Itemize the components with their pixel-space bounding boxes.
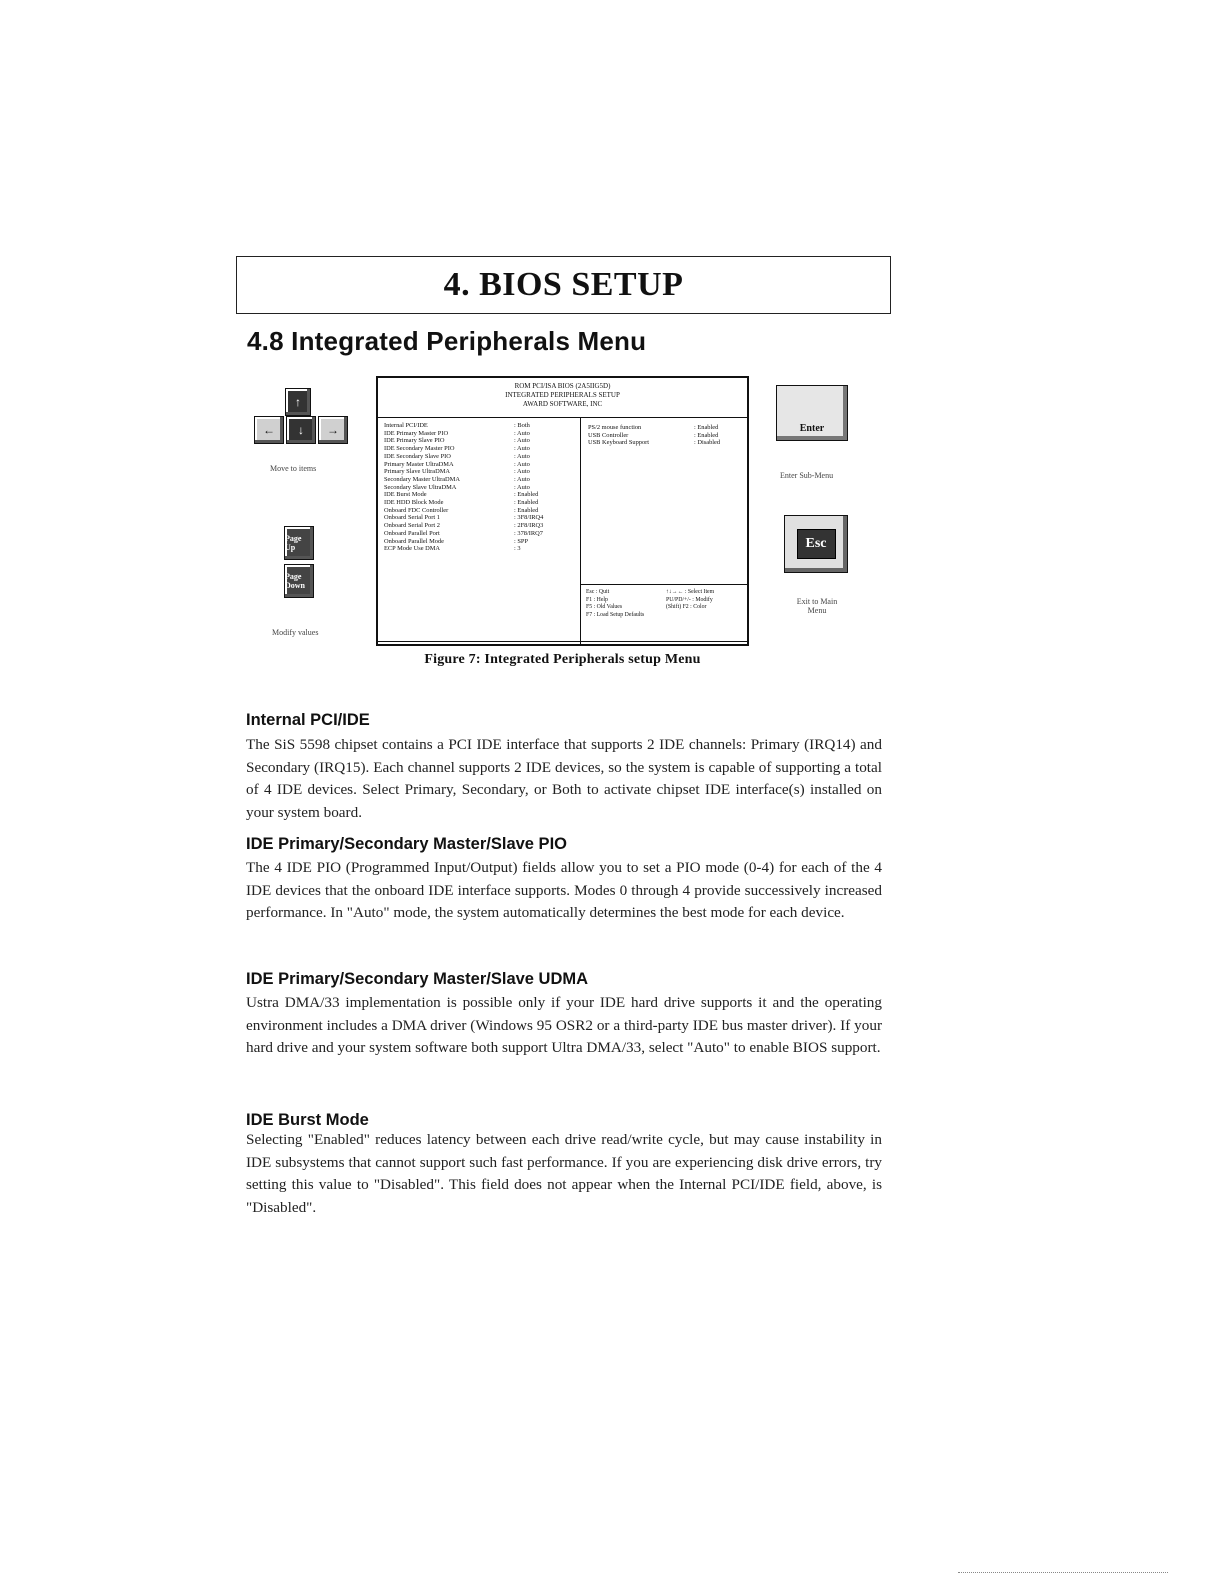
bios-row-value: : Enabled xyxy=(514,506,539,514)
bios-row-label: IDE Primary Master PIO xyxy=(384,429,449,437)
enter-key-icon: Enter xyxy=(776,385,848,441)
bios-row-label: ECP Mode Use DMA xyxy=(384,545,441,553)
help-row xyxy=(586,597,741,605)
bios-row-value: : Auto xyxy=(514,437,530,445)
bios-row-label: IDE Burst Mode xyxy=(384,491,427,499)
bios-header xyxy=(378,378,747,418)
bios-row-value: : Enabled xyxy=(694,424,719,431)
bios-row xyxy=(384,437,580,445)
bios-row-value: : Auto xyxy=(514,452,530,460)
arrow-left-key-icon: ← xyxy=(254,416,284,444)
bios-row-value: : Enabled xyxy=(514,499,539,507)
arrow-down-key-icon: ↓ xyxy=(286,416,316,444)
bios-row-value: : 3 xyxy=(514,545,521,553)
help-key: F5 : Old Values xyxy=(586,604,623,611)
action-key-legend xyxy=(770,385,870,645)
bios-row xyxy=(384,461,580,469)
bios-row xyxy=(384,507,580,515)
bios-row xyxy=(384,530,580,538)
page-up-key-icon: Page Up xyxy=(284,526,314,560)
bios-header-line: AWARD SOFTWARE, INC xyxy=(522,400,603,408)
esc-key-icon xyxy=(784,515,848,573)
bios-row-label: USB Controller xyxy=(588,431,629,439)
bios-row xyxy=(384,545,580,553)
bios-row-value: : Auto xyxy=(514,468,530,476)
section-heading: IDE Burst Mode xyxy=(246,1111,369,1129)
bios-row xyxy=(588,424,746,432)
navigation-key-legend xyxy=(254,388,354,648)
bios-bottom-rule xyxy=(378,641,747,642)
bios-row-label: USB Keyboard Support xyxy=(588,439,650,447)
help-row xyxy=(586,604,741,612)
bios-row xyxy=(384,538,580,546)
bios-row-value: : Auto xyxy=(514,483,530,491)
bios-row-value: : Auto xyxy=(514,475,530,483)
section-paragraph: Selecting "Enabled" reduces latency between each drive read/write cycle, but may cause instability in IDE subsystems that cannot support such fast performance. If you are experiencing disk drive errors, try setting this value to "Disabled". This field does not appear when the Internal PCI/IDE field, above, is "Disabled". xyxy=(246,1131,882,1216)
bios-help-legend xyxy=(580,584,747,642)
bios-row-value: : Disabled xyxy=(694,439,721,447)
bios-row-value: : 378/IRQ7 xyxy=(514,529,543,537)
bios-row xyxy=(384,522,580,530)
bios-row-label: IDE Secondary Master PIO xyxy=(384,445,455,453)
help-key: F1 : Help xyxy=(586,596,608,603)
help-key: Esc : Quit xyxy=(586,589,610,595)
esc-key-label: Esc xyxy=(797,529,836,559)
bios-row-label: Secondary Slave UltraDMA xyxy=(384,483,457,491)
bios-row xyxy=(384,514,580,522)
bios-header-line: INTEGRATED PERIPHERALS SETUP xyxy=(505,391,620,399)
section-paragraph: The 4 IDE PIO (Programmed Input/Output) fields allow you to set a PIO mode (0-4) for each of the 4 IDE devices that the onboard IDE interface supports. Modes 0 through 4 provide successively increased performance. In "Auto" mode, the system automatically determines the best mode for each device. xyxy=(246,859,882,921)
bios-row xyxy=(384,484,580,492)
bios-row-value: : 3F8/IRQ4 xyxy=(514,514,544,522)
bios-row-value: : 2F8/IRQ3 xyxy=(514,522,544,530)
section-paragraph: The SiS 5598 chipset contains a PCI IDE interface that supports 2 IDE channels: Primary (IRQ14) and Secondary (IRQ15). Each channel supports 2 IDE devices, so the system is capable of supporting a total of 4 IDE devices. Select Primary, Secondary, or Both to activate chipset IDE interface(s) installed on your system board. xyxy=(246,736,882,821)
enter-caption: Enter Sub-Menu xyxy=(780,471,834,480)
bios-row-label: IDE HDD Block Mode xyxy=(384,499,444,507)
bios-row xyxy=(384,453,580,461)
bios-row-label: Primary Slave UltraDMA xyxy=(384,468,451,476)
bios-row-value: : Auto xyxy=(514,460,530,468)
bios-row-label: Onboard Serial Port 1 xyxy=(384,514,440,522)
bios-row-value: : SPP xyxy=(514,537,529,545)
help-row xyxy=(586,612,741,620)
help-key: (Shift) F2 : Color xyxy=(666,604,707,611)
help-row xyxy=(586,589,741,597)
help-key: PU/PD/+/- : Modify xyxy=(666,596,713,603)
move-caption: Move to items xyxy=(270,464,317,473)
bios-row-label: Internal PCI/IDE xyxy=(384,422,428,429)
bios-row-label: PS/2 mouse function xyxy=(588,424,642,431)
bios-settings-list xyxy=(384,422,580,553)
bios-row-value: : Enabled xyxy=(694,431,719,439)
bios-row xyxy=(384,499,580,507)
bios-row xyxy=(588,439,746,447)
bios-row-value: : Enabled xyxy=(514,491,539,499)
section-heading: Internal PCI/IDE xyxy=(246,711,370,729)
bios-row xyxy=(384,476,580,484)
bios-row-label: Primary Master UltraDMA xyxy=(384,460,454,468)
bios-row xyxy=(588,432,746,440)
chapter-title: 4. BIOS SETUP xyxy=(443,266,684,303)
section-paragraph: Ustra DMA/33 implementation is possible only if your IDE hard drive supports it and the operating environment includes a DMA driver (Windows 95 OSR2 or a third-party IDE bus master driver). If your hard drive and your system software both support Ultra DMA/33, select "Auto" to enable BIOS support. xyxy=(246,994,882,1056)
bios-row xyxy=(384,491,580,499)
figure-caption: Figure 7: Integrated Peripherals setup Menu xyxy=(424,652,701,667)
arrow-right-key-icon: → xyxy=(318,416,348,444)
exit-caption: Exit to Main Menu xyxy=(796,597,838,615)
bios-row-label: Onboard FDC Controller xyxy=(384,506,449,514)
bios-usb-settings xyxy=(588,424,746,447)
bios-row xyxy=(384,430,580,438)
bios-row-value: : Both xyxy=(514,422,530,429)
bios-row-value: : Auto xyxy=(514,445,530,453)
section-heading: IDE Primary/Secondary Master/Slave UDMA xyxy=(246,970,589,988)
bios-row-label: IDE Secondary Slave PIO xyxy=(384,452,451,460)
bios-row-label: IDE Primary Slave PIO xyxy=(384,437,445,445)
bios-row-label: Secondary Master UltraDMA xyxy=(384,475,460,483)
section-title: 4.8 Integrated Peripherals Menu xyxy=(247,326,647,356)
bios-row-label: Onboard Parallel Port xyxy=(384,529,440,537)
modify-caption: Modify values xyxy=(272,628,319,637)
bios-row-value: : Auto xyxy=(514,429,530,437)
bios-row xyxy=(384,468,580,476)
page-down-key-icon: Page Down xyxy=(284,564,314,598)
chapter-title-box xyxy=(236,256,891,314)
scan-artifact-line xyxy=(958,1572,1168,1573)
bios-row-label: Onboard Serial Port 2 xyxy=(384,522,440,530)
help-key: ↑↓→← : Select Item xyxy=(666,589,715,595)
bios-screen-figure xyxy=(376,376,749,646)
bios-row-label: Onboard Parallel Mode xyxy=(384,537,444,545)
arrow-up-key-icon: ↑ xyxy=(285,388,311,416)
bios-header-line: ROM PCI/ISA BIOS (2A5IIG5D) xyxy=(514,382,611,390)
bios-row xyxy=(384,422,580,430)
help-key: F7 : Load Setup Defaults xyxy=(586,611,645,618)
section-heading: IDE Primary/Secondary Master/Slave PIO xyxy=(246,835,567,853)
bios-row xyxy=(384,445,580,453)
